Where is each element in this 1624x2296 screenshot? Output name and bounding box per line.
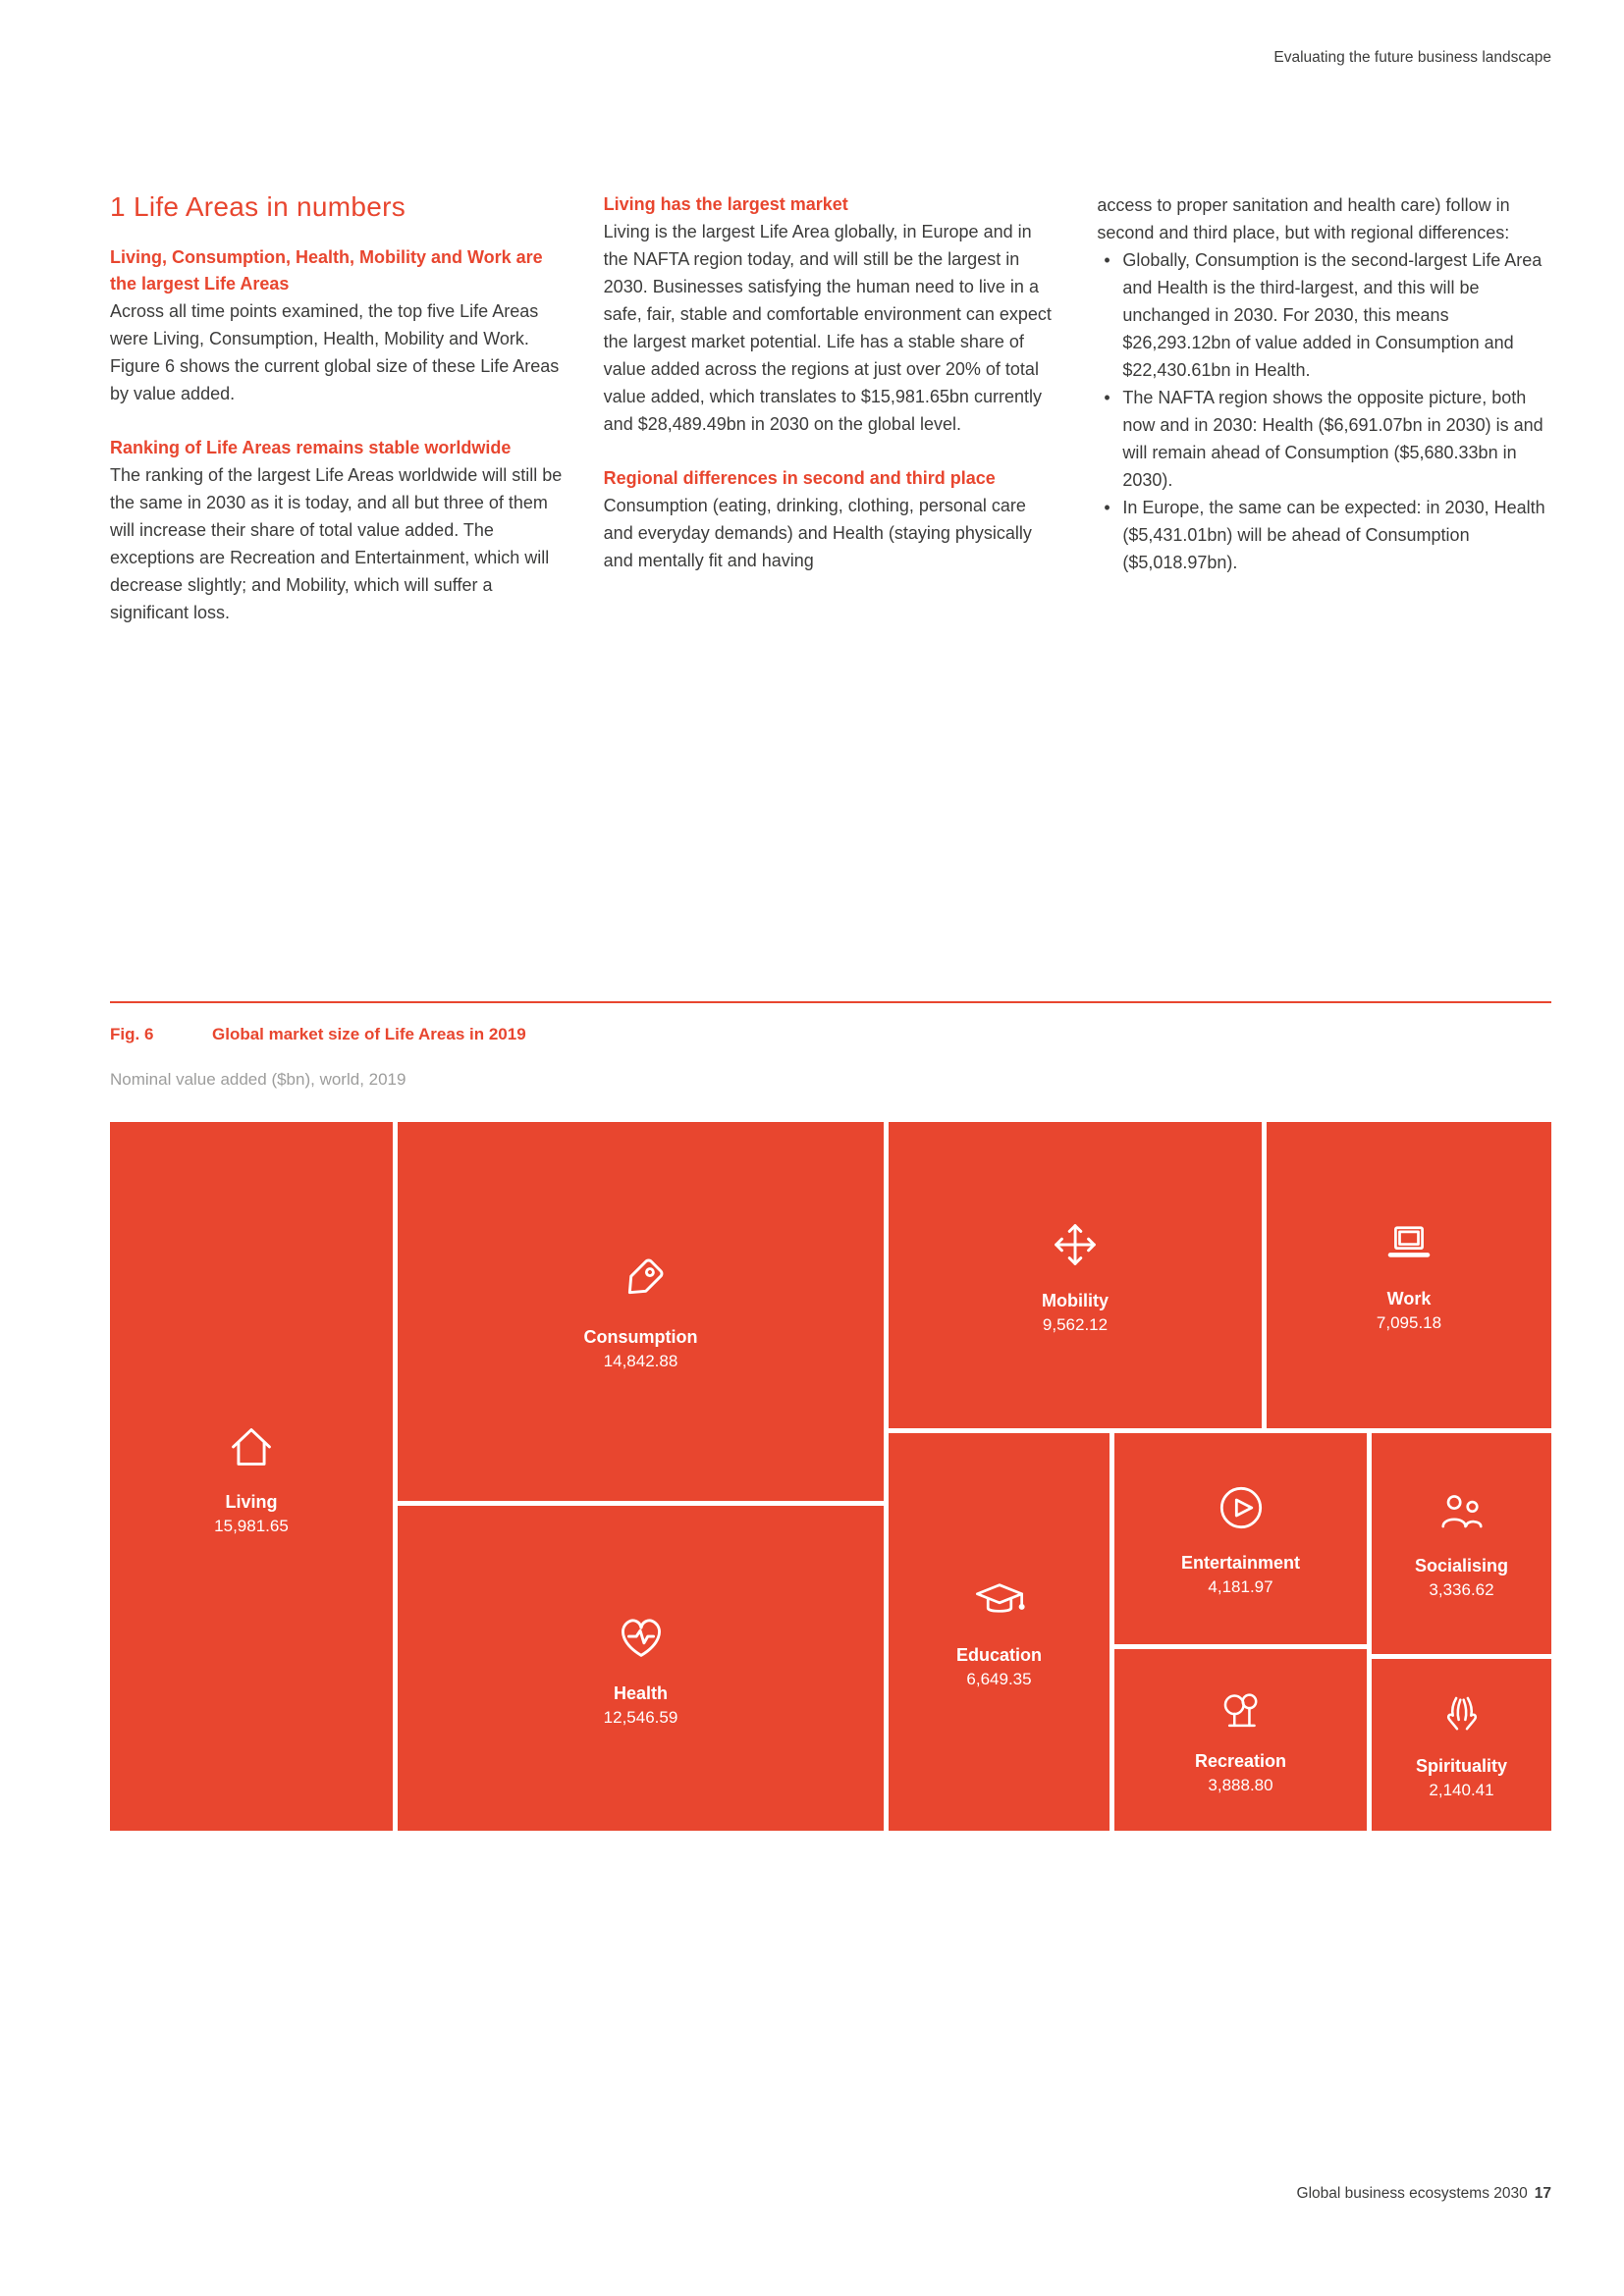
section-title: 1 Life Areas in numbers <box>110 191 406 222</box>
play-circle-icon <box>1212 1478 1271 1537</box>
laptop-icon <box>1380 1216 1437 1273</box>
tile-label: Entertainment <box>1180 1553 1301 1573</box>
tile-value: 15,981.65 <box>214 1516 289 1535</box>
trees-icon <box>1215 1682 1268 1735</box>
tile-value: 14,842.88 <box>603 1351 678 1370</box>
list-item: • The NAFTA region shows the opposite picture, both now and in 2030: Health ($6,691.07bn in 2030) is and will remain ahead of Consumption ($5,680.33bn in 2030). <box>1097 384 1551 494</box>
subheading: Living has the largest market <box>603 194 848 214</box>
page-number: 17 <box>1534 2185 1551 2202</box>
treemap-chart <box>110 1122 1551 1831</box>
tile-value: 3,888.80 <box>1208 1776 1273 1794</box>
paragraph: access to proper sanitation and health care) follow in second and third place, but with regional differences: <box>1097 195 1510 242</box>
tile-value: 9,562.12 <box>1042 1314 1109 1334</box>
paragraph: Across all time points examined, the top five Life Areas were Living, Consumption, Health, Mobility and Work. Figure 6 shows the current global size of these Life Areas by value added. <box>110 301 560 403</box>
footer-title: Global business ecosystems 2030 <box>1296 2185 1528 2202</box>
tile-value: 7,095.18 <box>1376 1312 1442 1332</box>
article-columns <box>110 191 1551 626</box>
figure-rule <box>110 1001 1551 1003</box>
subheading: Ranking of Life Areas remains stable worldwide <box>110 438 512 457</box>
tile-label: Work <box>1386 1288 1432 1308</box>
list-item: • In Europe, the same can be expected: in 2030, Health ($5,431.01bn) will be ahead of Consumption ($5,018.97bn). <box>1097 494 1551 576</box>
tile-label: Socialising <box>1414 1556 1509 1575</box>
treemap-tile-recreation <box>1114 1649 1367 1831</box>
hands-icon <box>1435 1687 1489 1740</box>
figure-subtitle: Nominal value added ($bn), world, 2019 <box>110 1070 406 1089</box>
paragraph: The ranking of the largest Life Areas worldwide will still be the same in 2030 as it is today, and all but three of them will increase their share of total value added. The exceptions are Recreation and Entertainment, which will decrease slightly; and Mobility, which will suffer a significant loss. <box>110 465 563 622</box>
tile-label: Health <box>613 1683 668 1703</box>
treemap-tile-consumption <box>398 1122 884 1501</box>
bullet-list <box>1097 246 1551 576</box>
people-icon <box>1435 1485 1489 1540</box>
tile-value: 4,181.97 <box>1208 1577 1273 1596</box>
treemap-tile-living <box>110 1122 393 1831</box>
figure-caption <box>110 1024 1551 1045</box>
tile-label: Recreation <box>1194 1751 1287 1771</box>
page-footer <box>1297 2185 1551 2203</box>
text-column-1 <box>110 191 565 626</box>
list-item: • Globally, Consumption is the second-largest Life Area and Health is the third-largest, and this will be unchanged in 2030. For 2030, this means $26,293.12bn of value added in Consumption and $22,430.61bn in Health. <box>1097 246 1551 384</box>
house-icon <box>221 1415 282 1476</box>
treemap-tile-mobility <box>889 1122 1262 1428</box>
heart-pulse-icon <box>611 1607 672 1668</box>
text-column-3 <box>1097 191 1551 626</box>
running-header: Evaluating the future business landscape <box>1273 49 1551 66</box>
tile-label: Mobility <box>1042 1290 1109 1310</box>
treemap-tile-education <box>889 1433 1110 1831</box>
subheading: Living, Consumption, Health, Mobility and Work are the largest Life Areas <box>110 247 543 294</box>
paragraph: Living is the largest Life Area globally, in Europe and in the NAFTA region today, and will still be the largest in 2030. Businesses satisfying the human need to live in a safe, fair, stable and comfortable environment can expect the largest market potential. Life has a stable share of value added across the regions at just over 20% of total value added, which translates to $15,981.65bn currently and $28,489.49bn in 2030 on the global level. <box>603 222 1052 434</box>
treemap-tile-entertainment <box>1114 1433 1367 1644</box>
figure-block <box>110 1001 1551 1831</box>
treemap-tile-work <box>1267 1122 1551 1428</box>
tile-label: Education <box>955 1645 1042 1665</box>
figure-title: Global market size of Life Areas in 2019 <box>212 1025 526 1043</box>
move-arrows-icon <box>1045 1214 1106 1275</box>
tile-label: Spirituality <box>1415 1756 1507 1776</box>
figure-label: Fig. 6 <box>110 1025 154 1043</box>
subheading: Regional differences in second and third place <box>603 468 996 488</box>
tile-value: 2,140.41 <box>1429 1781 1494 1799</box>
tile-value: 12,546.59 <box>603 1708 678 1727</box>
tile-value: 6,649.35 <box>966 1670 1032 1688</box>
tag-icon <box>611 1251 672 1311</box>
tile-label: Living <box>225 1491 278 1512</box>
graduation-cap-icon <box>971 1573 1028 1629</box>
paragraph: Consumption (eating, drinking, clothing, personal care and everyday demands) and Health (staying physically and mentally fit and having <box>603 496 1032 570</box>
tile-label: Consumption <box>583 1326 698 1347</box>
tile-value: 3,336.62 <box>1429 1580 1494 1599</box>
treemap-tile-spirituality <box>1372 1659 1551 1831</box>
treemap-tile-socialising <box>1372 1433 1551 1654</box>
text-column-2 <box>604 191 1058 626</box>
treemap-tile-health <box>398 1506 884 1831</box>
